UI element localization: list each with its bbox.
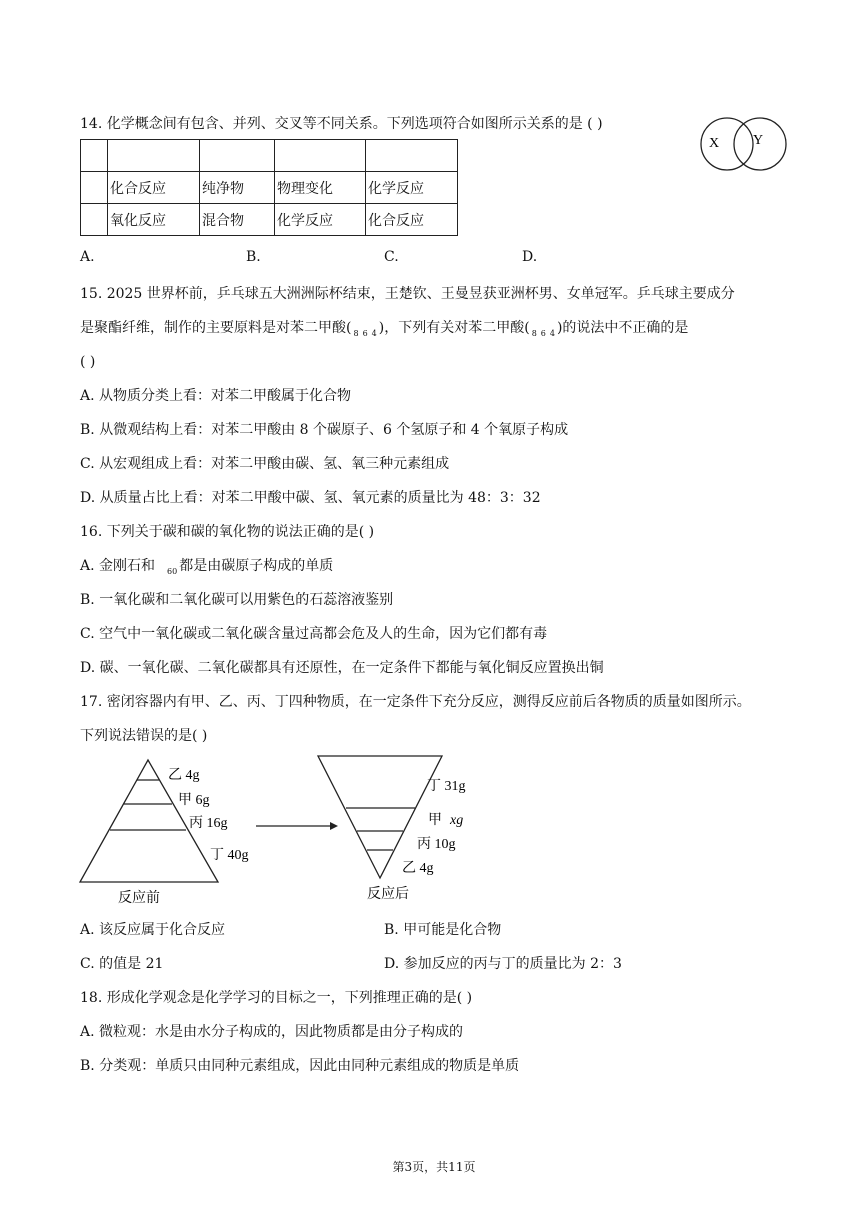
after-item-jia-value: xg: [450, 813, 464, 828]
q16-question: 16. 下列关于碳和碳的氧化物的说法正确的是( ): [80, 524, 375, 540]
table-cell: 混合物: [200, 204, 275, 236]
table-cell: [81, 172, 108, 204]
table-cell: [275, 140, 366, 172]
q15-option-c: C. 从宏观组成上看：对苯二甲酸由碳、氢、氧三种元素组成: [80, 456, 450, 472]
q18-option-a: A. 微粒观：水是由水分子构成的，因此物质都是由分子构成的: [80, 1024, 464, 1040]
before-item-bing: 丙 16g: [189, 816, 228, 831]
table-row: [81, 204, 458, 236]
q14-option-b: B.: [246, 249, 261, 265]
table-row: [81, 140, 458, 172]
q16-option-c: C. 空气中一氧化碳或二氧化碳含量过高都会危及人的生命，因为它们都有毒: [80, 626, 548, 642]
q14-question: 14. 化学概念间有包含、并列、交叉等不同关系。下列选项符合如图所示关系的是 ( ): [80, 116, 603, 132]
q16-text: 都是由碳原子构成的单质: [179, 558, 334, 574]
subscript: 8: [531, 329, 537, 338]
q15-option-b: B. 从微观结构上看：对苯二甲酸由 8 个碳原子、6 个氢原子和 4 个氧原子构成: [80, 422, 569, 438]
q15-text: 是聚酯纤维，制作的主要原料是对苯二甲酸(: [80, 320, 352, 336]
q15-option-d: D. 从质量占比上看：对苯二甲酸中碳、氢、氧元素的质量比为 48：3：32: [80, 490, 541, 506]
q16-option-b: B. 一氧化碳和二氧化碳可以用紫色的石蕊溶液鉴别: [80, 592, 394, 608]
q14-option-d: D.: [522, 249, 538, 265]
q16-text: A. 金刚石和: [80, 558, 156, 574]
after-item-ding: 丁 31g: [427, 779, 466, 794]
table-cell: 化学反应: [366, 172, 458, 204]
q16-option-d: D. 碳、一氧化碳、二氧化碳都具有还原性，在一定条件下都能与氧化铜反应置换出铜: [80, 660, 604, 676]
table-cell: 氧化反应: [108, 204, 200, 236]
subscript: 4: [371, 329, 377, 338]
q15-line1: 15. 2025 世界杯前，乒乓球五大洲洲际杯结束，王楚钦、王曼昱获亚洲杯男、女单冠军。乒乓球主要成分: [80, 286, 735, 302]
q17-option-d: D. 参加反应的丙与丁的质量比为 2：3: [384, 956, 622, 972]
q15-line3: ( ): [80, 354, 96, 370]
table-cell: [108, 140, 200, 172]
before-label: 反应前: [118, 891, 160, 906]
q17-option-c: C. 的值是 21: [80, 956, 164, 972]
after-item-yi: 乙 4g: [402, 861, 434, 876]
before-item-ding: 丁 40g: [210, 848, 249, 863]
table-cell: 化学反应: [275, 204, 366, 236]
q17-line2: 下列说法错误的是( ): [80, 728, 208, 744]
table-cell: [81, 140, 108, 172]
subscript: 60: [167, 567, 178, 576]
subscript: 6: [362, 329, 368, 338]
after-item-bing: 丙 10g: [417, 837, 456, 852]
arrow-head: [330, 822, 338, 830]
q17-option-a: A. 该反应属于化合反应: [80, 922, 226, 938]
after-item-jia: 甲: [428, 813, 442, 828]
venn-label-x: X: [709, 136, 720, 151]
q14-option-c: C.: [384, 249, 399, 265]
subscript: 4: [549, 329, 555, 338]
after-label: 反应后: [367, 887, 409, 902]
table-cell: 化合反应: [366, 204, 458, 236]
q18-question: 18. 形成化学观念是化学学习的目标之一，下列推理正确的是( ): [80, 990, 473, 1006]
q16-option-a: [80, 556, 333, 582]
q18-option-b: B. 分类观：单质只由同种元素组成，因此由同种元素组成的物质是单质: [80, 1058, 520, 1074]
subscript: 6: [540, 329, 546, 338]
mass-diagram: [76, 752, 516, 908]
q15-line2: [80, 318, 688, 344]
table-cell: [366, 140, 458, 172]
subscript: 8: [353, 329, 359, 338]
table-cell: [81, 204, 108, 236]
table-cell: 物理变化: [275, 172, 366, 204]
before-item-yi: 乙 4g: [168, 768, 200, 783]
table-cell: 纯净物: [200, 172, 275, 204]
q17-line1: 17. 密闭容器内有甲、乙、丙、丁四种物质，在一定条件下充分反应，测得反应前后各物质的质量如图所示。: [80, 694, 751, 710]
table-cell: 化合反应: [108, 172, 200, 204]
venn-label-y: Y: [753, 133, 764, 148]
table-cell: [200, 140, 275, 172]
q15-option-a: A. 从物质分类上看：对苯二甲酸属于化合物: [80, 388, 352, 404]
q15-text: )的说法中不正确的是: [556, 320, 689, 336]
q17-option-b: B. 甲可能是化合物: [384, 922, 502, 938]
venn-diagram: [690, 116, 790, 178]
after-pyramid: [318, 756, 442, 878]
q14-option-a: A.: [80, 249, 95, 265]
table-row: [81, 172, 458, 204]
q14-table: [80, 139, 458, 236]
page-footer: 第3页，共11页: [392, 1160, 476, 1174]
before-item-jia: 甲 6g: [178, 793, 210, 808]
q15-text: )，下列有关对苯二甲酸(: [378, 320, 530, 336]
